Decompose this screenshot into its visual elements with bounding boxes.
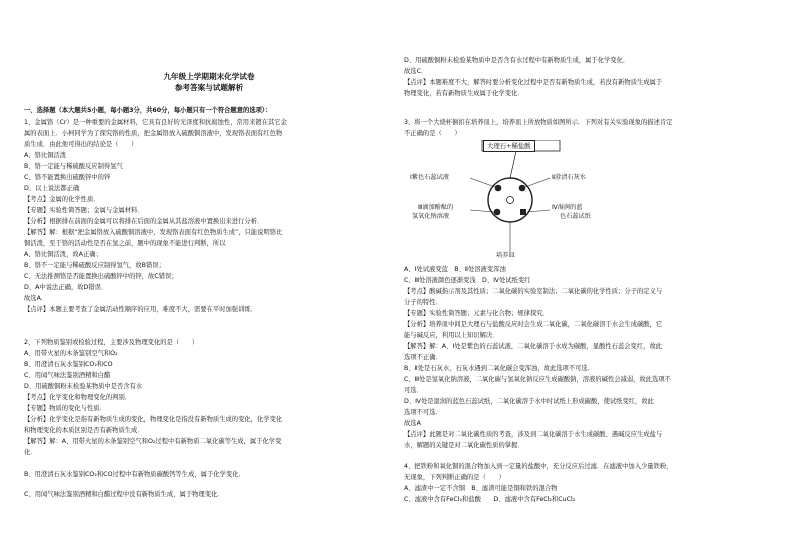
text-line: 【点评】此题是对二氧化碳性质的考查，涉及到二氧化碳溶于水生成碳酸、遇碱反应生成盐与	[404, 431, 663, 438]
figure-label-2: Ⅱ澄清石灰水	[552, 174, 586, 181]
figure-drawing	[410, 140, 620, 262]
text-line: 【专题】实验性简答题；元素与化合物；规律探究．	[404, 310, 549, 317]
text-line: B、用澄清石灰水鉴别CO₂和CO	[24, 361, 113, 368]
text-line: B、Ⅱ处是石灰水，石灰水遇到二氧化碳会变浑浊，故此选项不可选．	[404, 365, 595, 372]
text-line: 【解答】解：A、用带火星的木条鉴别空气和O₂过程中有新物质二氧化碳等生成，属于化学变	[24, 438, 282, 445]
text-line: 质生成．由此他可得出的结论是（ ）	[24, 141, 138, 148]
text-line: 【考点】金属的化学性质．	[24, 196, 100, 203]
text-line: 水，解题的关键是对二氧化碳性质的掌握．	[404, 442, 524, 449]
text-line: D、以上说法都正确	[24, 185, 80, 192]
text-line: 物理变化，若有新物质生成属于化学变化．	[404, 90, 524, 97]
figure-label-4b: 色石蕊试纸	[560, 213, 591, 220]
text-line: 4、把铁粉和氧化铜的混合物加入到一定量的盐酸中，充分反应后过滤．在滤液中加入少量铁粉，	[404, 463, 673, 470]
text-line: D、A中说法正确，故D错误．	[24, 284, 108, 291]
text-line: A、铬比铜活泼，故A正确；	[24, 251, 102, 258]
text-line: 和物理变化的本质区别是否有新物质生成．	[24, 427, 144, 434]
text-line: 一、选择题（本大题共5小题，每小题3分，共60分，每小题只有一个符合题意的选项）：	[24, 107, 272, 114]
text-line: 【分析】培养皿中间是大理石与盐酸反应时会生成二氧化碳，二氧化碳溶于水会生成碳酸，它	[404, 321, 663, 328]
text-line: 【专题】物质的变化与性质．	[24, 405, 106, 412]
text-line: 选项不可选．	[404, 409, 442, 416]
text-line: 故选A	[404, 420, 421, 427]
text-line: A、铬比铜活泼	[24, 152, 67, 159]
text-line: 可选．	[404, 387, 423, 394]
text-line: C、用闻气味法鉴别酒精和白醋过程中没有新物质生成，属于物理变化．	[24, 491, 224, 498]
text-line: 分子的特性．	[404, 299, 442, 306]
text-line: A、用带火星的木条鉴别空气和O₂	[24, 350, 118, 357]
text-line: 故选A．	[24, 295, 48, 302]
text-line: 【解答】解：根据“把金属铬放入硫酸铜溶液中，发现铬表面有红色物质生成”，只能说明铬比	[24, 229, 283, 236]
figure-label-1: Ⅰ紫色石蕊试液	[410, 174, 449, 181]
figure-label-3b: 氢氧化钠溶液	[412, 213, 450, 220]
text-line: C、用闻气味法鉴别酒精和白醋	[24, 372, 111, 379]
text-line: 故选C．	[404, 68, 428, 75]
text-line: 【解答】解：A、Ⅰ处是紫色的石蕊试液，二氧化碳溶于水成为碳酸，显酸性石蕊会变红，故此	[404, 343, 663, 350]
text-line: C、Ⅲ处溶液颜色逐渐变浅 D、Ⅳ处试纸变红	[404, 277, 531, 284]
text-line: 1、金属铬（Cr）是一种重要的金属材料，它具有良好的光泽度和抗腐蚀性，常用来镀在其它金	[24, 119, 287, 126]
experiment-figure	[410, 140, 620, 262]
text-line: A、Ⅰ处试液变蓝 B、Ⅱ处溶液变浑浊	[404, 266, 506, 273]
text-line: 2、下列物质鉴别或检验过程，主要涉及物理变化的是（ ）	[24, 339, 199, 346]
text-line: 参考答案与试题解析	[174, 83, 244, 92]
text-line: C、Ⅲ处是氢氧化钠溶液，二氧化碳与氢氧化钠反应生成碳酸钠，溶液的碱性会减弱，故此选项不	[404, 376, 671, 383]
text-line: 【分析】化学变化是指有新物质生成的变化，物理变化是指没有新物质生成的变化，化学变化	[24, 416, 283, 423]
text-line: 【专题】实验性简答题；金属与金属材料．	[24, 207, 144, 214]
figure-label-3a: Ⅲ滴加酚酞的	[418, 204, 454, 211]
text-line: B、用澄清石灰水鉴别CO₂和CO过程中有新物质碳酸钙等生成，属于化学变化．	[24, 471, 245, 478]
figure-top-label: 大理石+稀盐酸	[483, 140, 535, 152]
text-line: 属的表面上．小柯同学为了探究铬的性质，把金属铬放入硫酸铜溶液中，发现铬表面有红色物	[24, 130, 283, 137]
text-line: 不正确的是（ ）	[404, 130, 461, 137]
text-line: 【分析】根据排在前面的金属可以将排在后面的金属从其盐溶液中置换出来进行分析．	[24, 218, 264, 225]
text-line: 能与碱反应，利用以上知识解决．	[404, 332, 499, 339]
text-line: 铜活泼，至于铬的活动性是否在氢之前，题中的现象不能进行判断，所以	[24, 240, 226, 247]
text-line: 【考点】酸碱指示剂及其性质；二氧化碳的实验室制法；二氧化碳的化学性质；分子的定义与	[404, 288, 663, 295]
text-line: 无现象，下列判断正确的是（ ）	[404, 474, 505, 481]
text-line: 【考点】化学变化和物理变化的判别．	[24, 394, 132, 401]
figure-label-4a: Ⅳ湿润的蓝	[552, 204, 583, 211]
text-line: B、铬一定能与稀硫酸反应制得氢气	[24, 163, 123, 170]
text-line: 【点评】本题难度不大，解答时要分析变化过程中是否有新物质生成，若没有新物质生成属于	[404, 79, 663, 86]
text-line: D、Ⅳ处是湿润的蓝色石蕊试纸，二氧化碳溶于水中时试纸上形成碳酸，使试纸变红，故此	[404, 398, 654, 405]
text-line: 3、将一个大烧杯倒扣在培养皿上，培养皿上所放物质如图所示．下列对有关实验现象的描述肯定	[404, 119, 673, 126]
figure-bottom-label: 培养皿	[496, 252, 515, 259]
text-line: C、铬不能置换出硫酸锌中的锌	[24, 174, 111, 181]
text-line: C、无法推测铬是否能置换出硫酸锌中的锌，故C错误；	[24, 273, 178, 280]
text-line: B、铬不一定能与稀硫酸反应制得氢气，故B错误；	[24, 262, 165, 269]
text-line: D、用硫酸铜粉末检验某物质中是否含有水过程中有新物质生成，属于化学变化．	[404, 57, 630, 64]
text-line: 【点评】本题主要考查了金属活动性顺序的应用，难度不大，需要在平时加强训练．	[24, 306, 257, 313]
text-line: D、用硫酸铜粉末检验某物质中是否含有水	[24, 383, 143, 390]
text-line: A、滤渣中一定不含铜 B、滤渣可能是铜和铁的混合物	[404, 485, 558, 492]
text-line: C、滤液中含有FeCl₂和盐酸 D、滤液中含有FeCl₂和CuCl₂	[404, 496, 576, 503]
text-line: 选项不正确．	[404, 354, 442, 361]
text-line: 化．	[24, 449, 37, 456]
text-line: 九年级上学期期末化学试卷	[163, 72, 255, 81]
